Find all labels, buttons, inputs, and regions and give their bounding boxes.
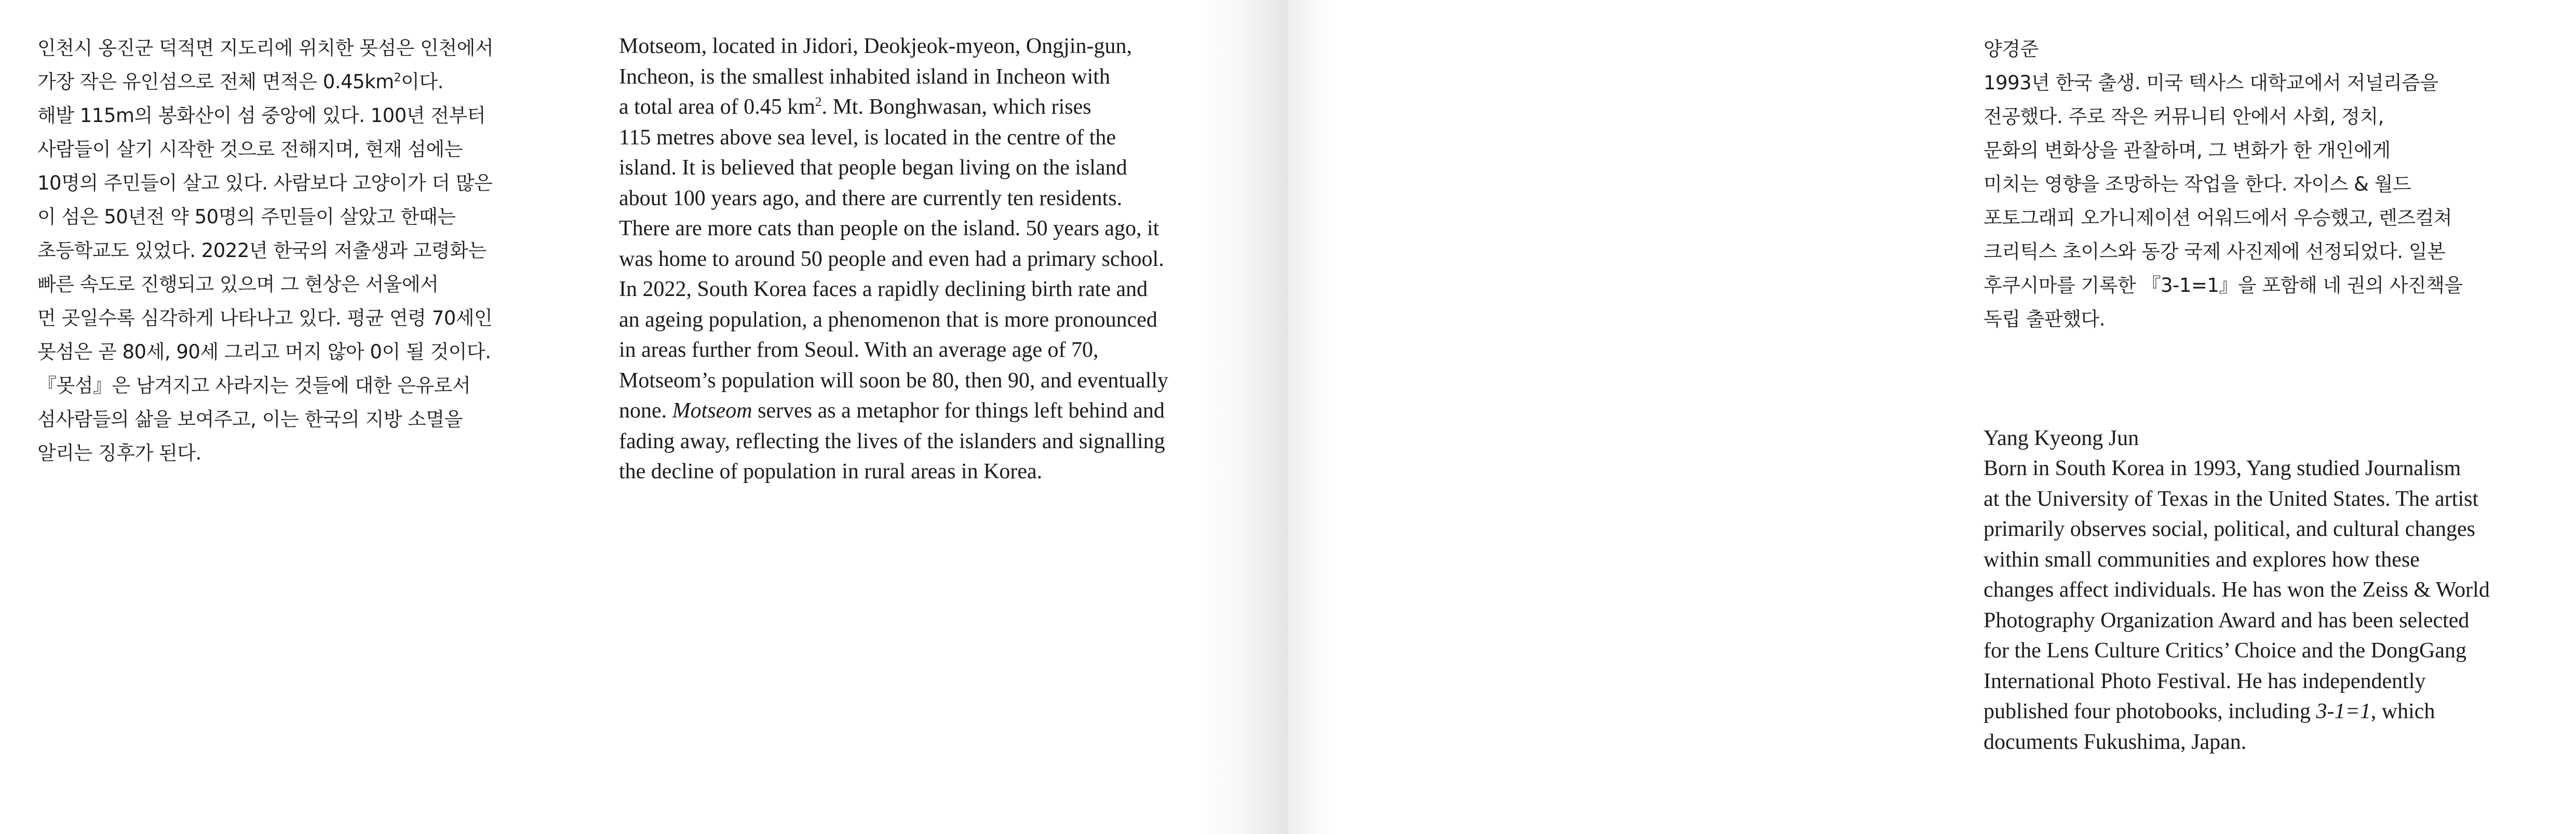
intro-en-superscript: 2 <box>815 95 822 109</box>
intro-ko-superscript: 2 <box>394 71 401 85</box>
bio-text-english <box>1984 453 2560 757</box>
bio-en-part-1: Born in South Korea in 1993, Yang studied Journalism at the University of Texas in the United States. The artist primarily observes social, political, and cultural changes within small communities and explores how these changes affect individuals. He has won the Zeiss & World Photography Organization Award and has been selected for the Lens Culture Critics’ Choice and the DongGang International Photo Festival. He has independently published four photobooks, including <box>1984 456 2490 723</box>
bio-text-korean: 1993년 한국 출생. 미국 텍사스 대학교에서 저널리즘을 전공했다. 주로 작은 커뮤니티 안에서 사회, 정치, 문화의 변화상을 관찰하며, 그 변화가 한 개인에게 미치는 영향을 조망하는 작업을 한다. 자이스 & 월드 포토그래피 오가니제이션 어워드에서 우승했고, 렌즈컬쳐 크리틱스 초이스와 동강 국제 사진제에 선정되었다. 일본 후쿠시마를 기록한 『3-1=1』을 포함해 네 권의 사진책을 독립 출판했다. <box>1984 72 2463 330</box>
intro-en-title-italic: Motseom <box>672 399 752 423</box>
bio-en-title-italic: 3-1=1 <box>2316 700 2371 723</box>
intro-en-part-3: serves as a metaphor for things left behind and fading away, reflecting the lives of the islanders and signalling the decline of population in rural areas in Korea. <box>619 399 1165 483</box>
bio-name-korean: 양경준 <box>1984 38 2039 60</box>
intro-text-korean <box>37 31 588 470</box>
gutter-shadow-left <box>1199 0 1288 834</box>
intro-ko-part-1: 인천시 옹진군 덕적면 지도리에 위치한 못섬은 인천에서 가장 작은 유인섬으로 전체 면적은 0.45km <box>37 37 494 93</box>
bio-en-part-2: , which documents Fukushima, Japan. <box>1984 700 2435 754</box>
intro-en-part-1: Motseom, located in Jidori, Deokjeok-myeon, Ongjin-gun, Incheon, is the smallest inhabited island in Incheon with a total area of 0.45 km <box>619 34 1132 119</box>
intro-text-english <box>619 31 1201 487</box>
gutter-shadow-right <box>1288 0 1334 834</box>
intro-ko-part-2: 이다. 해발 115m의 봉화산이 섬 중앙에 있다. 100년 전부터 사람들이 살기 시작한 것으로 전해지며, 현재 섬에는 10명의 주민들이 살고 있다. 사람보다 고양이가 더 많은 이 섬은 50년전 약 50명의 주민들이 살았고 한때는 초등학교도 있었다. 2022년 한국의 저출생과 고령화는 빠른 속도로 진행되고 있으며 그 현상은 서울에서 먼 곳일수록 심각하게 나타나고 있다. 평균 연령 70세인 못섬은 곧 80세, 90세 그리고 머지 않아 0이 될 것이다. 『못섬』은 남겨지고 사라지는 것들에 대한 은유로서 섬사람들의 삶을 보여주고, 이는 한국의 지방 소멸을 알리는 징후가 된다. <box>37 71 493 464</box>
bio-name-english: Yang Kyeong Jun <box>1984 426 2139 450</box>
intro-en-part-2: . Mt. Bonghwasan, which rises 115 metres above sea level, is located in the centre of the island. It is believed that people began living on the island about 100 years ago, and there are currently ten residents. There are more cats than people on the island. 50 years ago, it was home to around 50 people and even had a primary school. In 2022, South Korea faces a rapidly declining birth rate and an ageing population, a phenomenon that is more pronounced in areas further from Seoul. With an average age of 70, Motseom’s population will soon be 80, then 90, and eventually none. <box>619 95 1169 423</box>
